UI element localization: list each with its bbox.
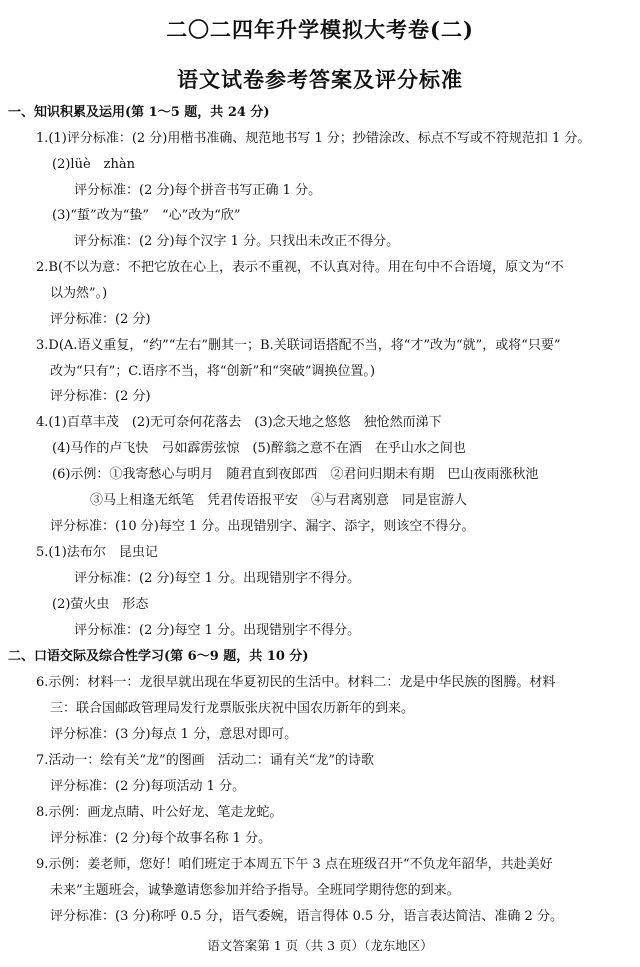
- answer-line: (4)马作的卢飞快 弓如霹雳弦惊 (5)醉翁之意不在酒 在乎山水之间也: [52, 441, 466, 456]
- exam-title: 二〇二四年升学模拟大考卷(二): [166, 17, 474, 42]
- answer-line: 8.示例：画龙点睛、叶公好龙、笔走龙蛇。: [36, 805, 283, 820]
- section-heading-2: 二、口语交际及综合性学习(第 6～9 题，共 10 分): [8, 649, 309, 664]
- answer-line: 7.活动一：绘有关“龙”的图画 活动二：诵有关“龙”的诗歌: [36, 753, 374, 768]
- answer-line: 未来”主题班会，诚挚邀请您参加并给予指导。全班同学期待您的到来。: [50, 883, 460, 898]
- answer-line: (2)萤火虫 形态: [52, 597, 149, 612]
- answer-line: 1.(1)评分标准：(2 分)用楷书准确、规范地书写 1 分；抄错涂改、标点不写或不符规范扣 1 分。: [36, 131, 591, 146]
- scoring-line: 评分标准：(2 分): [50, 389, 151, 404]
- answer-line: 3.D(A.语义重复，“约”“左右”删其一；B.关联词语搭配不当，将“才”改为“就”，或将“只要”: [36, 338, 561, 353]
- scoring-line: 评分标准：(2 分)每项活动 1 分。: [50, 779, 246, 794]
- answer-key-title: 语文试卷参考答案及评分标准: [177, 67, 463, 92]
- scoring-line: 评分标准：(3 分)称呼 0.5 分，语气委婉，语言得体 0.5 分，语言表达简洁、准确 2 分。: [50, 909, 563, 924]
- scoring-line: 评分标准：(2 分)每空 1 分。出现错别字不得分。: [74, 623, 361, 638]
- answer-line: 2.B(不以为意：不把它放在心上，表示不重视，不认真对待。用在句中不合语境，原文为“不: [36, 260, 564, 275]
- answer-line: ③马上相逢无纸笔 凭君传语报平安 ④与君离别意 同是宦游人: [90, 493, 468, 508]
- answer-line: 三：联合国邮政管理局发行龙票版张庆祝中国农历新年的到来。: [50, 701, 415, 716]
- answer-line: 5.(1)法布尔 昆虫记: [36, 545, 158, 560]
- answer-line: 9.示例：姜老师，您好！咱们班定于本周五下午 3 点在班级召开“不负龙年韶华，共赴美好: [36, 857, 553, 872]
- scoring-line: 评分标准：(2 分): [50, 312, 151, 327]
- scoring-line: 评分标准：(2 分)每个故事名称 1 分。: [50, 831, 272, 846]
- answer-line: (2)lüè zhàn: [52, 157, 135, 172]
- answer-line: 以为然”。): [50, 286, 108, 301]
- answer-line: (6)示例：①我寄愁心与明月 随君直到夜郎西 ②君问归期未有期 巴山夜雨涨秋池: [52, 467, 539, 482]
- section-heading-1: 一、知识积累及运用(第 1～5 题，共 24 分): [8, 105, 270, 120]
- scoring-line: 评分标准：(2 分)每个汉字 1 分。只找出未改正不得分。: [74, 234, 400, 249]
- scoring-line: 评分标准：(2 分)每个拼音书写正确 1 分。: [74, 183, 322, 198]
- scoring-line: 评分标准：(10 分)每空 1 分。出现错别字、漏字、添字，则该空不得分。: [50, 519, 475, 534]
- answer-line: 4.(1)百草丰茂 (2)无可奈何花落去 (3)念天地之悠悠 独怆然而涕下: [36, 415, 442, 430]
- answer-line: 改为“只有”；C.语序不当，将“创新”和“突破”调换位置。): [50, 364, 376, 379]
- answer-line: 6.示例：材料一：龙很早就出现在华夏初民的生活中。材料二：龙是中华民族的图腾。材料: [36, 675, 556, 690]
- scoring-line: 评分标准：(3 分)每点 1 分，意思对即可。: [50, 727, 298, 742]
- page-footer: 语文答案第 1 页（共 3 页）（龙东地区）: [207, 938, 433, 953]
- answer-line: (3)“蜇”改为“蛰” “心”改为“欣”: [52, 208, 241, 223]
- scoring-line: 评分标准：(2 分)每空 1 分。出现错别字不得分。: [74, 571, 361, 586]
